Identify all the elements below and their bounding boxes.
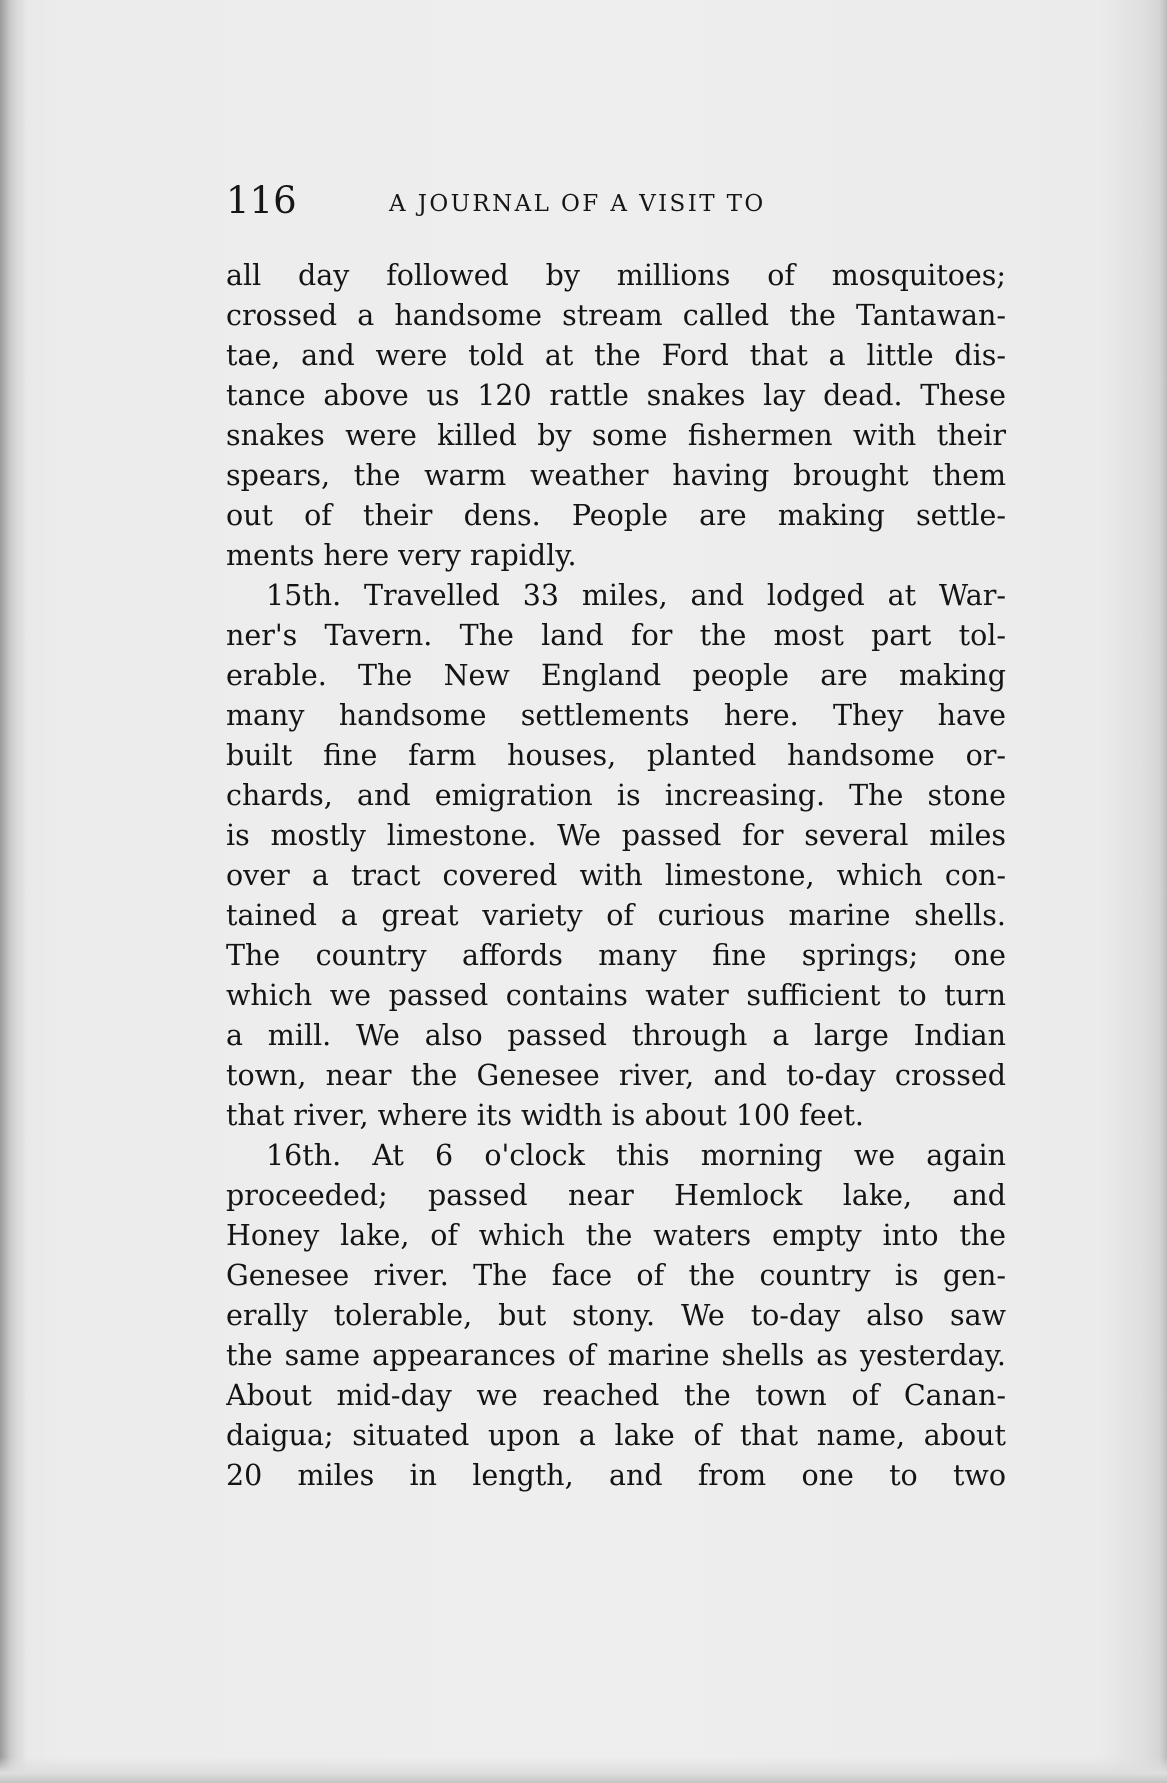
text-line: a mill. We also passed through a large Indian bbox=[226, 1019, 1006, 1052]
running-title: A JOURNAL OF A VISIT TO bbox=[389, 191, 766, 217]
text-line: that river, where its width is about 100 feet. bbox=[226, 1099, 864, 1132]
text-line: many handsome settlements here. They have bbox=[226, 699, 1006, 732]
text-line: tance above us 120 rattle snakes lay dead. These bbox=[226, 379, 1006, 412]
text-line: ner's Tavern. The land for the most part tol- bbox=[226, 619, 1006, 652]
body-text bbox=[226, 256, 1006, 1496]
page-header bbox=[226, 178, 1006, 224]
text-line: all day followed by millions of mosquitoes; bbox=[226, 259, 1006, 292]
page-gutter-shadow bbox=[0, 0, 26, 1783]
text-line: the same appearances of marine shells as yesterday. bbox=[226, 1339, 1006, 1372]
text-line: which we passed contains water sufficient to turn bbox=[226, 979, 1006, 1012]
text-line: Honey lake, of which the waters empty into the bbox=[226, 1219, 1006, 1252]
text-line: spears, the warm weather having brought them bbox=[226, 459, 1006, 492]
text-line: erally tolerable, but stony. We to-day also saw bbox=[226, 1299, 1006, 1332]
text-line: 15th. Travelled 33 miles, and lodged at War- bbox=[266, 579, 1006, 612]
page-bottom-shadow bbox=[0, 1757, 1167, 1783]
text-line: The country affords many fine springs; one bbox=[226, 939, 1006, 972]
text-line: over a tract covered with limestone, which con- bbox=[226, 859, 1006, 892]
text-line: snakes were killed by some fishermen with their bbox=[226, 419, 1006, 452]
text-line: proceeded; passed near Hemlock lake, and bbox=[226, 1179, 1006, 1212]
text-line: chards, and emigration is increasing. The stone bbox=[226, 779, 1006, 812]
text-line: Genesee river. The face of the country is gen- bbox=[226, 1259, 1006, 1292]
text-line: ments here very rapidly. bbox=[226, 539, 577, 572]
text-line: crossed a handsome stream called the Tantawan- bbox=[226, 299, 1006, 332]
text-line: tained a great variety of curious marine shells. bbox=[226, 899, 1006, 932]
page-edge-shadow bbox=[1145, 0, 1167, 1783]
page-number: 116 bbox=[226, 179, 297, 222]
text-line: is mostly limestone. We passed for several miles bbox=[226, 819, 1006, 852]
text-line: out of their dens. People are making settle- bbox=[226, 499, 1006, 532]
text-line: tae, and were told at the Ford that a little dis- bbox=[226, 339, 1006, 372]
text-line: town, near the Genesee river, and to-day crossed bbox=[226, 1059, 1006, 1092]
text-line: built fine farm houses, planted handsome or- bbox=[226, 739, 1006, 772]
text-line: 20 miles in length, and from one to two bbox=[226, 1459, 1006, 1492]
text-line: 16th. At 6 o'clock this morning we again bbox=[266, 1139, 1006, 1172]
text-line: erable. The New England people are making bbox=[226, 659, 1006, 692]
text-line: About mid-day we reached the town of Canan- bbox=[226, 1379, 1006, 1412]
text-line: daigua; situated upon a lake of that name, about bbox=[226, 1419, 1006, 1452]
